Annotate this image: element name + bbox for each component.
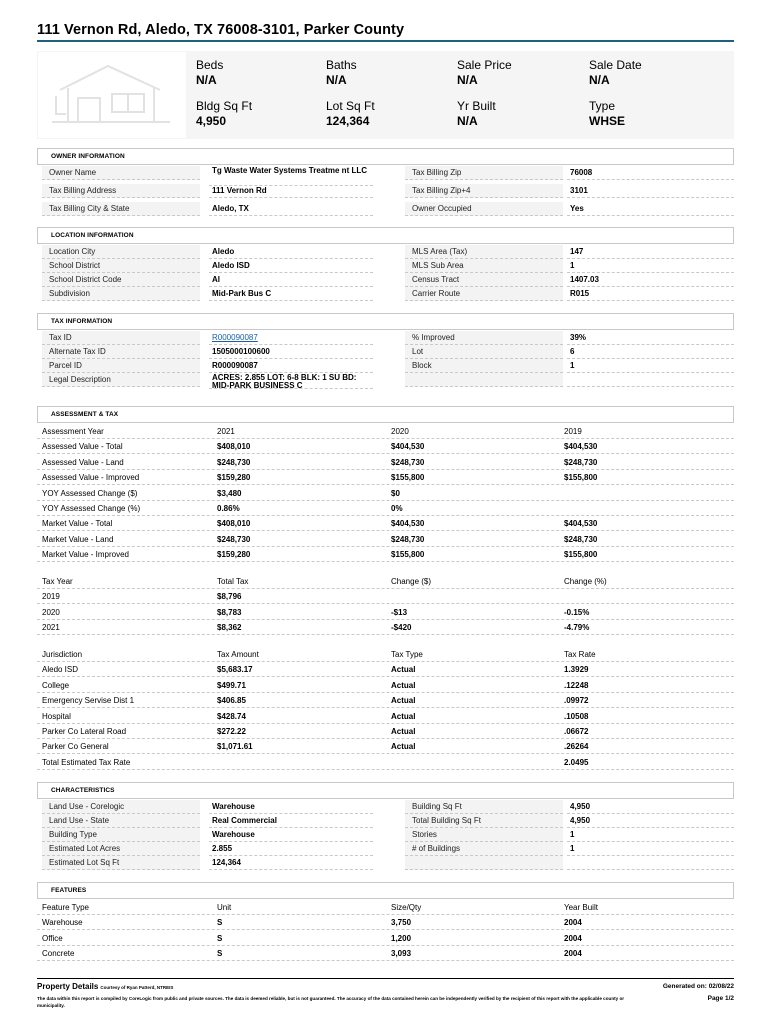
type-field xyxy=(589,99,625,128)
table-cell: Actual xyxy=(391,680,416,690)
field-value: ACRES: 2.855 LOT: 6-8 BLK: 1 SU BD: MID-PARK BUSINESS C xyxy=(209,373,373,389)
table-row xyxy=(37,455,734,470)
table-cell: YOY Assessed Change ($) xyxy=(42,488,138,498)
field-value: Real Commercial xyxy=(209,814,373,828)
table-cell: Assessed Value - Total xyxy=(42,442,123,452)
info-row xyxy=(37,245,734,259)
table-row xyxy=(37,946,734,961)
table-cell: $408,010 xyxy=(217,442,251,452)
table-cell: Assessed Value - Land xyxy=(42,457,124,467)
table-cell: $428.74 xyxy=(217,711,246,721)
field-value: Tg Waste Water Systems Treatme nt LLC xyxy=(209,166,373,186)
owner-section-title: OWNER INFORMATION xyxy=(51,153,125,160)
table-cell: Market Value - Land xyxy=(42,534,114,544)
table-cell: 2020 xyxy=(42,607,60,617)
sale-price-value: N/A xyxy=(457,73,478,87)
table-cell: $8,362 xyxy=(217,623,242,633)
beds-field xyxy=(196,58,223,87)
field-value: Aledo, TX xyxy=(209,202,373,216)
table-cell: .26264 xyxy=(564,742,589,752)
property-image-placeholder xyxy=(38,52,186,138)
info-row xyxy=(37,166,734,180)
tax-id-link[interactable]: R000090087 xyxy=(209,331,373,345)
table-header-row xyxy=(37,574,734,589)
field-value: 1 xyxy=(567,359,734,373)
field-label: Lot xyxy=(405,345,563,359)
house-icon xyxy=(38,52,186,138)
table-cell: $155,800 xyxy=(391,550,425,560)
field-value: 4,950 xyxy=(567,814,734,828)
table-cell: $404,530 xyxy=(391,519,425,529)
column-header: Unit xyxy=(217,903,232,912)
table-cell: $159,280 xyxy=(217,473,251,483)
field-label: Owner Occupied xyxy=(405,202,563,216)
table-cell: -$420 xyxy=(391,623,412,633)
field-label: School District xyxy=(42,259,200,273)
field-label: # of Buildings xyxy=(405,842,563,856)
table-cell: 1.3929 xyxy=(564,665,589,675)
table-row xyxy=(37,693,734,708)
info-row xyxy=(37,287,734,301)
footer-courtesy: Courtesy of Ryan Patterd, NTREIS xyxy=(100,985,174,990)
yr-built-value: N/A xyxy=(457,114,478,128)
table-row xyxy=(37,439,734,454)
footer-title xyxy=(37,982,173,991)
table-cell: Actual xyxy=(391,665,416,675)
yr-built-label: Yr Built xyxy=(457,99,496,113)
table-cell: Actual xyxy=(391,742,416,752)
table-cell: $155,800 xyxy=(564,550,598,560)
table-header-row xyxy=(37,424,734,439)
column-header: 2020 xyxy=(391,427,409,436)
footer-disclaimer: The data within this report is compiled by CoreLogic from public and private sources. The data is deemed reliable, but is not guaranteed. The accuracy of the data contained herein can be independently verified by the recipient of this report with the applicable county or municipality. xyxy=(37,996,625,1008)
footer-generated: Generated on: 02/08/22 xyxy=(662,983,734,990)
table-cell: $155,800 xyxy=(564,473,598,483)
table-cell: $404,530 xyxy=(391,442,425,452)
info-row xyxy=(37,273,734,287)
info-row xyxy=(37,331,734,345)
footer-rule xyxy=(37,978,734,979)
field-label: Tax Billing Zip+4 xyxy=(405,184,563,198)
table-row xyxy=(37,739,734,754)
column-header: Tax Type xyxy=(391,650,423,659)
info-row xyxy=(37,359,734,373)
table-cell: .09972 xyxy=(564,696,589,706)
field-value: 76008 xyxy=(567,166,734,180)
table-cell: 0.86% xyxy=(217,504,240,513)
beds-label: Beds xyxy=(196,58,224,72)
lot-sqft-field xyxy=(326,99,375,128)
table-row xyxy=(37,662,734,677)
table-cell: $155,800 xyxy=(391,473,425,483)
table-cell: S xyxy=(217,949,223,959)
sale-price-field xyxy=(457,58,512,87)
table-cell: $499.71 xyxy=(217,680,246,690)
column-header: Year Built xyxy=(564,903,598,912)
footer-page-number: Page 1/2 xyxy=(707,995,734,1002)
field-value: 1407.03 xyxy=(567,273,734,287)
table-row xyxy=(37,605,734,620)
table-cell: Assessed Value - Improved xyxy=(42,473,140,483)
field-value: 1 xyxy=(567,842,734,856)
column-header: Tax Amount xyxy=(217,650,259,659)
field-label: Tax Billing City & State xyxy=(42,202,200,216)
table-cell: College xyxy=(42,680,70,690)
table-cell: Aledo ISD xyxy=(42,665,79,675)
table-cell: Market Value - Total xyxy=(42,519,113,529)
column-header: Assessment Year xyxy=(42,427,104,436)
tax-section-title: TAX INFORMATION xyxy=(51,318,113,325)
field-value: 6 xyxy=(567,345,734,359)
field-label: Carrier Route xyxy=(405,287,563,301)
table-cell: Parker Co General xyxy=(42,742,109,752)
table-row xyxy=(37,724,734,739)
field-value: 2.855 xyxy=(209,842,373,856)
features-section-header xyxy=(37,882,734,899)
table-cell: $248,730 xyxy=(391,534,425,544)
field-label: Owner Name xyxy=(42,166,200,180)
table-cell: $159,280 xyxy=(217,550,251,560)
type-value: WHSE xyxy=(589,114,625,128)
field-value: 124,364 xyxy=(209,856,373,870)
field-value: Al xyxy=(209,273,373,287)
table-cell: $406.85 xyxy=(217,696,246,706)
sale-date-field xyxy=(589,58,642,87)
table-cell: Office xyxy=(42,933,63,943)
table-cell: 0% xyxy=(391,504,403,513)
info-row xyxy=(37,259,734,273)
location-section-title: LOCATION INFORMATION xyxy=(51,232,134,239)
type-label: Type xyxy=(589,99,616,113)
field-label: Total Building Sq Ft xyxy=(405,814,563,828)
field-label: School District Code xyxy=(42,273,200,287)
info-row xyxy=(37,345,734,359)
column-header: Tax Year xyxy=(42,577,73,586)
field-value: 1 xyxy=(567,828,734,842)
field-label: MLS Sub Area xyxy=(405,259,563,273)
lot-sqft-label: Lot Sq Ft xyxy=(326,99,375,113)
field-value: Yes xyxy=(567,202,734,216)
table-cell: YOY Assessed Change (%) xyxy=(42,504,141,513)
table-cell: Actual xyxy=(391,727,416,736)
table-cell: $3,480 xyxy=(217,488,242,498)
field-value: Aledo ISD xyxy=(209,259,373,273)
table-row xyxy=(37,589,734,604)
field-label: Legal Description xyxy=(42,373,200,387)
table-cell: 2004 xyxy=(564,918,582,928)
beds-value: N/A xyxy=(196,73,217,87)
assessment-section-title: ASSESSMENT & TAX xyxy=(51,411,119,418)
field-label: Land Use - Corelogic xyxy=(42,800,200,814)
table-header-row xyxy=(37,900,734,915)
column-header: Tax Rate xyxy=(564,650,596,659)
table-cell: 2021 xyxy=(42,623,60,633)
field-label: Estimated Lot Sq Ft xyxy=(42,856,200,870)
owner-section-header xyxy=(37,148,734,165)
table-cell: $272.22 xyxy=(217,727,246,736)
field-label: Census Tract xyxy=(405,273,563,287)
table-cell: $0 xyxy=(391,488,400,498)
characteristics-section-title: CHARACTERISTICS xyxy=(51,787,115,794)
baths-field xyxy=(326,58,357,87)
footer-title-text: Property Details xyxy=(37,982,99,991)
table-row xyxy=(37,516,734,531)
field-label: Tax ID xyxy=(42,331,200,345)
table-cell: 2019 xyxy=(42,592,60,602)
table-cell: Actual xyxy=(391,696,416,706)
table-cell: -4.79% xyxy=(564,623,590,633)
table-row xyxy=(37,620,734,635)
column-header: Size/Qty xyxy=(391,903,422,912)
field-label: Subdivision xyxy=(42,287,200,301)
field-label: Parcel ID xyxy=(42,359,200,373)
field-label: Stories xyxy=(405,828,563,842)
field-label: Building Type xyxy=(42,828,200,842)
field-value: 3101 xyxy=(567,184,734,198)
lot-sqft-value: 124,364 xyxy=(326,114,370,128)
assessment-section-header xyxy=(37,406,734,423)
info-row xyxy=(37,202,734,216)
characteristics-section-header xyxy=(37,782,734,799)
field-label: % Improved xyxy=(405,331,563,345)
table-row xyxy=(37,532,734,547)
info-row xyxy=(37,842,734,856)
table-cell: Total Estimated Tax Rate xyxy=(42,757,131,767)
column-header: Feature Type xyxy=(42,903,89,912)
field-label: Land Use - State xyxy=(42,814,200,828)
table-cell: $248,730 xyxy=(217,457,251,467)
table-cell: $248,730 xyxy=(217,534,251,544)
field-label xyxy=(405,856,563,870)
table-row xyxy=(37,486,734,501)
field-value: 39% xyxy=(567,331,734,345)
table-cell: $8,783 xyxy=(217,607,242,617)
features-section-title: FEATURES xyxy=(51,887,87,894)
table-cell: 2004 xyxy=(564,949,582,959)
table-cell: -0.15% xyxy=(564,607,590,617)
table-cell: -$13 xyxy=(391,607,408,617)
field-label: Location City xyxy=(42,245,200,259)
table-cell: S xyxy=(217,918,223,928)
table-cell: 3,750 xyxy=(391,918,412,928)
info-row xyxy=(37,800,734,814)
info-row xyxy=(37,856,734,870)
table-cell: Concrete xyxy=(42,949,75,959)
table-cell: $5,683.17 xyxy=(217,665,253,675)
yr-built-field xyxy=(457,99,496,128)
table-row xyxy=(37,755,734,770)
table-row xyxy=(37,709,734,724)
table-cell: 3,093 xyxy=(391,949,412,959)
field-value: Mid-Park Bus C xyxy=(209,287,373,301)
field-label: MLS Area (Tax) xyxy=(405,245,563,259)
table-cell: 1,200 xyxy=(391,933,412,943)
field-value: Warehouse xyxy=(209,828,373,842)
baths-value: N/A xyxy=(326,73,347,87)
table-cell: $404,530 xyxy=(564,442,598,452)
field-value: Warehouse xyxy=(209,800,373,814)
table-cell: Parker Co Lateral Road xyxy=(42,727,127,736)
field-value: 1 xyxy=(567,259,734,273)
table-header-row xyxy=(37,647,734,662)
field-value: R015 xyxy=(567,287,734,301)
table-row xyxy=(37,931,734,946)
table-cell: S xyxy=(217,933,223,943)
sale-date-value: N/A xyxy=(589,73,610,87)
field-value: R000090087 xyxy=(209,359,373,373)
title-rule xyxy=(37,40,734,42)
table-row xyxy=(37,915,734,930)
field-label xyxy=(405,373,563,387)
table-cell: .10508 xyxy=(564,711,589,721)
table-cell: $248,730 xyxy=(391,457,425,467)
table-cell: Actual xyxy=(391,711,416,721)
field-label: Estimated Lot Acres xyxy=(42,842,200,856)
tax-section-header xyxy=(37,313,734,330)
table-cell: Market Value - Improved xyxy=(42,550,129,560)
field-value: 1505000100600 xyxy=(209,345,373,359)
table-cell: $248,730 xyxy=(564,534,598,544)
sale-date-label: Sale Date xyxy=(589,58,642,72)
table-cell: Emergency Servise Dist 1 xyxy=(42,696,135,706)
column-header: Jurisdiction xyxy=(42,650,83,659)
info-row xyxy=(37,814,734,828)
table-cell: 2.0495 xyxy=(564,757,589,767)
bldg-sqft-label: Bldg Sq Ft xyxy=(196,99,253,113)
field-value: 4,950 xyxy=(567,800,734,814)
table-cell: $1,071.61 xyxy=(217,742,253,752)
table-cell: $408,010 xyxy=(217,519,251,529)
column-header: Total Tax xyxy=(217,577,249,586)
column-header: 2019 xyxy=(564,427,582,436)
page-title: 111 Vernon Rd, Aledo, TX 76008-3101, Parker County xyxy=(37,22,405,38)
field-value: Aledo xyxy=(209,245,373,259)
sale-price-label: Sale Price xyxy=(457,58,512,72)
table-row xyxy=(37,678,734,693)
table-cell: Warehouse xyxy=(42,918,83,928)
table-row xyxy=(37,501,734,516)
info-row xyxy=(37,828,734,842)
table-cell: .12248 xyxy=(564,680,589,690)
table-cell: $8,796 xyxy=(217,592,242,602)
bldg-sqft-field xyxy=(196,99,252,128)
field-label: Alternate Tax ID xyxy=(42,345,200,359)
table-row xyxy=(37,470,734,485)
field-value xyxy=(567,856,734,870)
field-value xyxy=(567,373,734,387)
table-cell: $248,730 xyxy=(564,457,598,467)
column-header: 2021 xyxy=(217,427,235,436)
field-label: Building Sq Ft xyxy=(405,800,563,814)
bldg-sqft-value: 4,950 xyxy=(196,114,227,128)
field-label: Tax Billing Address xyxy=(42,184,200,198)
column-header: Change ($) xyxy=(391,577,432,586)
table-row xyxy=(37,547,734,562)
table-cell: 2004 xyxy=(564,933,582,943)
baths-label: Baths xyxy=(326,58,357,72)
field-label: Tax Billing Zip xyxy=(405,166,563,180)
field-value: 147 xyxy=(567,245,734,259)
field-value: 111 Vernon Rd xyxy=(209,184,373,198)
location-section-header xyxy=(37,227,734,244)
table-cell: .06672 xyxy=(564,727,589,736)
table-cell: $404,530 xyxy=(564,519,598,529)
column-header: Change (%) xyxy=(564,577,607,586)
field-label: Block xyxy=(405,359,563,373)
info-row xyxy=(37,184,734,198)
table-cell: Hospital xyxy=(42,711,71,721)
info-row xyxy=(37,373,734,387)
